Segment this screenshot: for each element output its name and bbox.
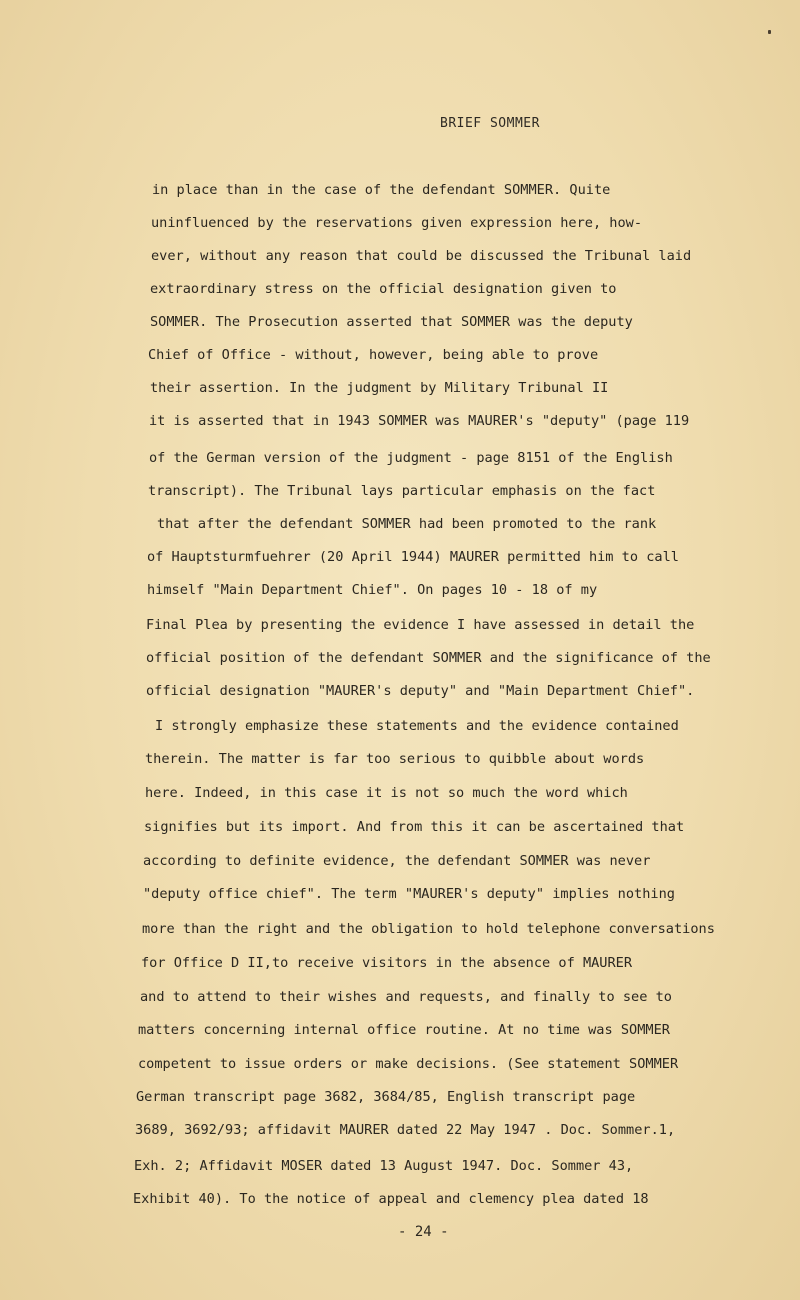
text-line: official designation "MAURER's deputy" and "Main Department Chief". — [146, 683, 695, 699]
text-line: Chief of Office - without, however, being able to prove — [148, 347, 599, 363]
text-line: Final Plea by presenting the evidence I have assessed in detail the — [146, 617, 695, 633]
text-line: matters concerning internal office routine. At no time was SOMMER — [138, 1022, 670, 1038]
text-line: German transcript page 3682, 3684/85, English transcript page — [136, 1089, 636, 1105]
text-line: Exhibit 40). To the notice of appeal and clemency plea dated 18 — [133, 1191, 649, 1207]
text-line: and to attend to their wishes and requests, and finally to see to — [140, 989, 672, 1005]
text-line: transcript). The Tribunal lays particular emphasis on the fact — [148, 483, 656, 499]
text-line: Exh. 2; Affidavit MOSER dated 13 August 1947. Doc. Sommer 43, — [134, 1158, 634, 1174]
text-line: more than the right and the obligation to hold telephone conversations — [142, 921, 715, 937]
text-line: himself "Main Department Chief". On pages 10 - 18 of my — [147, 582, 598, 598]
text-line: SOMMER. The Prosecution asserted that SOMMER was the deputy — [150, 314, 633, 330]
text-line: of the German version of the judgment - page 8151 of the English — [149, 450, 673, 466]
text-line: competent to issue orders or make decisions. (See statement SOMMER — [138, 1056, 679, 1072]
text-line: 3689, 3692/93; affidavit MAURER dated 22 May 1947 . Doc. Sommer.1, — [135, 1122, 676, 1138]
text-line: that after the defendant SOMMER had been promoted to the rank — [157, 516, 657, 532]
text-line: therein. The matter is far too serious to quibble about words — [145, 751, 645, 767]
text-line: ever, without any reason that could be discussed the Tribunal laid — [151, 248, 692, 264]
text-line: extraordinary stress on the official designation given to — [150, 281, 617, 297]
text-line: here. Indeed, in this case it is not so much the word which — [145, 785, 628, 801]
text-line: "deputy office chief". The term "MAURER's deputy" implies nothing — [143, 886, 675, 902]
text-line: of Hauptsturmfuehrer (20 April 1944) MAURER permitted him to call — [147, 549, 679, 565]
text-line: I strongly emphasize these statements and the evidence contained — [155, 718, 679, 734]
page-header: BRIEF SOMMER — [440, 116, 540, 131]
text-line: according to definite evidence, the defendant SOMMER was never — [143, 853, 651, 869]
text-line: their assertion. In the judgment by Military Tribunal II — [150, 380, 609, 396]
text-line: official position of the defendant SOMMER and the significance of the — [146, 650, 711, 666]
text-line: signifies but its import. And from this it can be ascertained that — [144, 819, 685, 835]
text-line: in place than in the case of the defendant SOMMER. Quite — [152, 182, 611, 198]
text-line: uninfluenced by the reservations given expression here, how- — [151, 215, 643, 231]
page-number: - 24 - — [398, 1224, 449, 1240]
text-line: for Office D II,to receive visitors in the absence of MAURER — [141, 955, 633, 971]
text-line: it is asserted that in 1943 SOMMER was MAURER's "deputy" (page 119 — [149, 413, 690, 429]
